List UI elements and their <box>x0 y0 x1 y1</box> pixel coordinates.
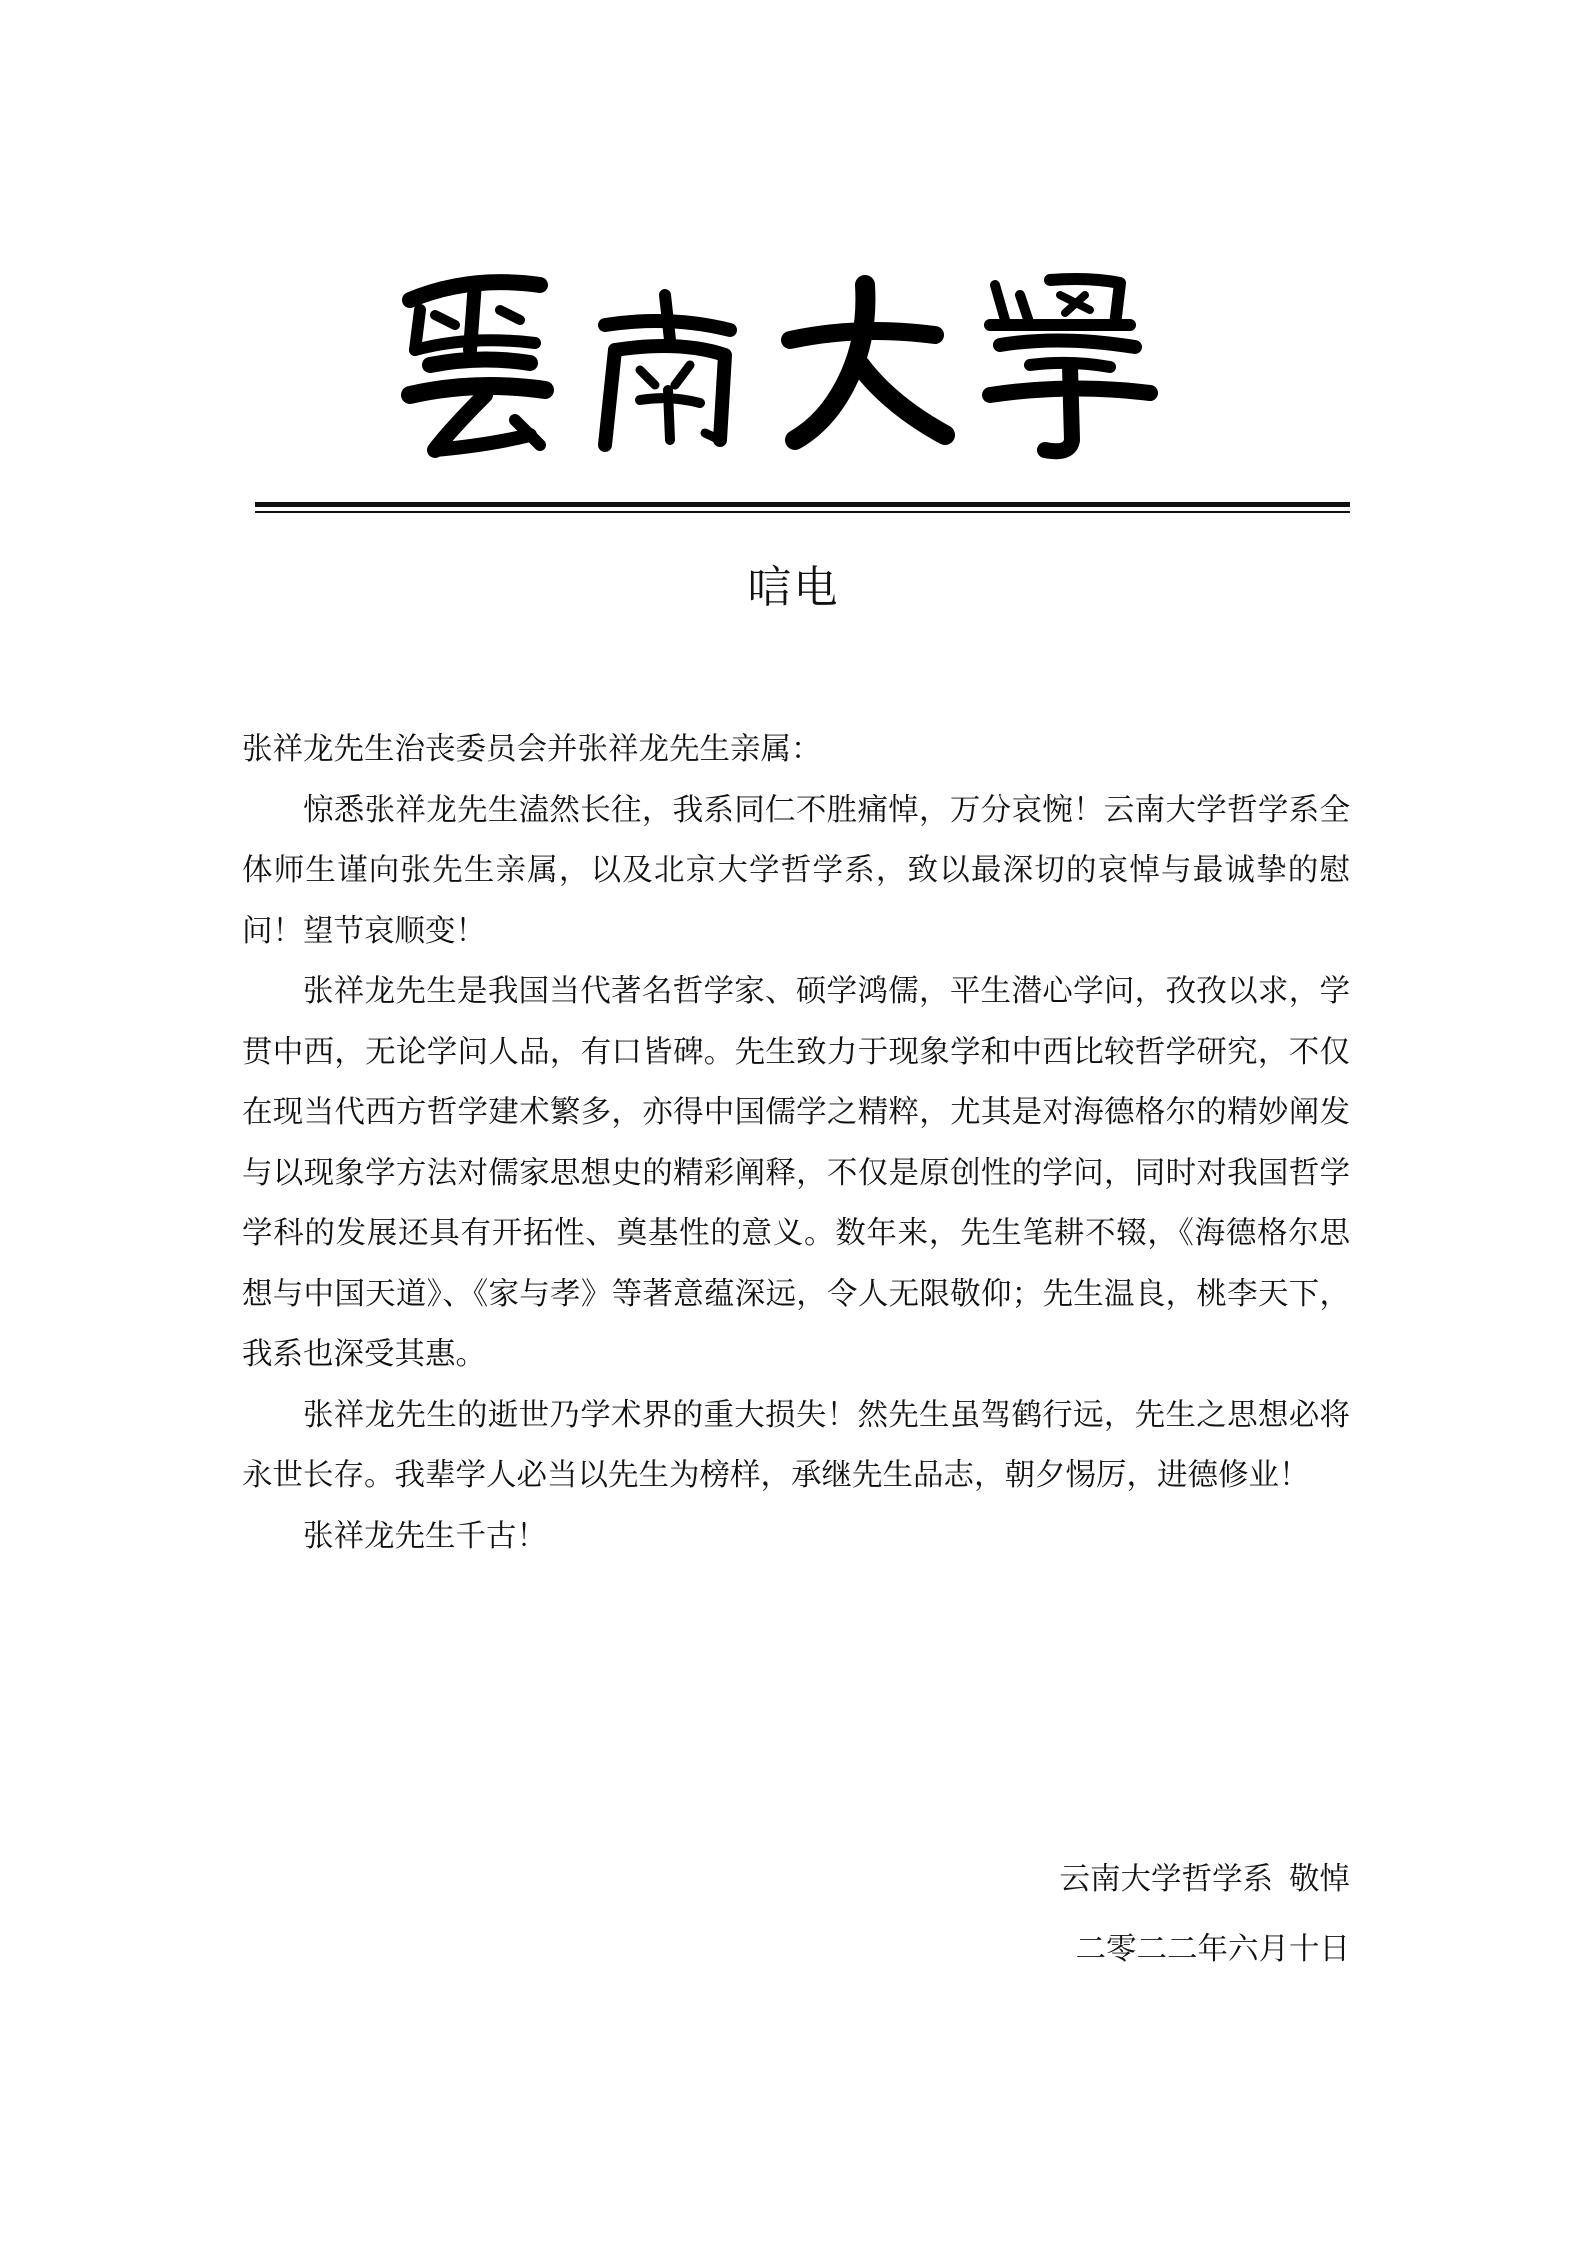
university-calligraphy-logo <box>390 255 1170 475</box>
signature-line <box>1060 1845 1351 1915</box>
signature-date: 二零二二年六月十日 <box>1075 1932 1350 1967</box>
signature-closing: 敬悼 <box>1289 1862 1350 1897</box>
signature-block <box>1060 1845 1351 1985</box>
salutation: 张祥龙先生治丧委员会并张祥龙先生亲属： <box>242 732 822 767</box>
header-rule-thick <box>255 502 1350 507</box>
logo-glyph-da <box>790 285 945 440</box>
paragraph-legacy: 张祥龙先生的逝世乃学术界的重大损失！然先生虽驾鹤行远，先生之思想必将永世长存。我辈学人必当以先生为榜样，承继先生品志，朝夕惕厉，进德修业！ <box>242 1397 1350 1493</box>
paragraph-tribute: 张祥龙先生是我国当代著名哲学家、硕学鸿儒，平生潜心学问，孜孜以求，学贯中西，无论学问人品，有口皆碑。先生致力于现象学和中西比较哲学研究，不仅在现当代西方哲学建术繁多，亦得中国儒学之精粹，尤其是对海德格尔的精妙阐发与以现象学方法对儒家思想史的精彩阐释，不仅是原创性的学问，同时对我国哲学学科的发展还具有开拓性、奠基性的意义。数年来，先生笔耕不辍，《海德格尔思想与中国天道》、《家与孝》等著意蕴深远，令人无限敬仰；先生温良，桃李天下，我系也深受其惠。 <box>242 974 1350 1372</box>
logo-glyph-xue <box>990 279 1150 451</box>
document-title: 唁电 <box>747 562 840 613</box>
header-rule-thin <box>255 511 1350 513</box>
paragraph-farewell: 张祥龙先生千古！ <box>303 1518 547 1554</box>
logo-glyph-nan <box>605 295 730 445</box>
logo-glyph-yun <box>410 282 545 450</box>
signature-department: 云南大学哲学系 <box>1059 1862 1273 1897</box>
paragraph-condolence: 惊悉张祥龙先生溘然长往，我系同仁不胜痛悼，万分哀惋！云南大学哲学系全体师生谨向张先生亲属，以及北京大学哲学系，致以最深切的哀悼与最诚挚的慰问！望节哀顺变！ <box>242 792 1350 949</box>
letter-body <box>242 720 1350 1567</box>
